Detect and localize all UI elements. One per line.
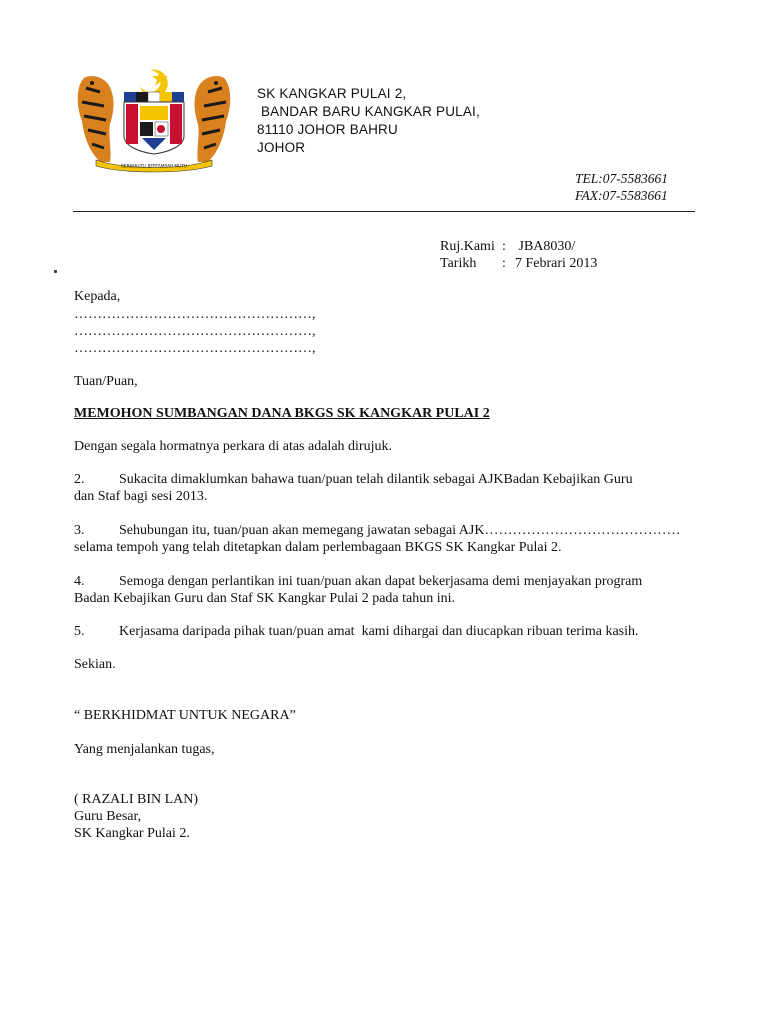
letterhead-divider <box>73 211 695 212</box>
date-label: Tarikh <box>440 256 477 271</box>
paragraph-line: Sukacita dimaklumkan bahawa tuan/puan telah dilantik sebagai AJKBadan Kebajikan Guru <box>119 472 633 487</box>
recipient-blank-line: ……………………………………………, <box>74 324 316 339</box>
paragraph-line: Kerjasama daripada pihak tuan/puan amat kami dihargai dan diucapkan ribuan terima kasih. <box>119 624 639 639</box>
ref-label: Ruj.Kami <box>440 239 495 254</box>
letter-subject: MEMOHON SUMBANGAN DANA BKGS SK KANGKAR PULAI 2 <box>74 406 490 421</box>
contact-info <box>575 170 668 204</box>
malaysia-coat-of-arms-icon <box>74 66 234 174</box>
recipient-blank-line: ……………………………………………, <box>74 307 316 322</box>
paragraph-3 <box>74 522 714 556</box>
national-motto: “ BERKHIDMAT UNTUK NEGARA” <box>74 708 296 723</box>
recipient-blank-line: ……………………………………………, <box>74 341 316 356</box>
paragraph-number: 4. <box>74 574 85 589</box>
closing: Sekian. <box>74 657 116 672</box>
paragraph-line: Sehubungan itu, tuan/puan akan memegang jawatan sebagai AJK…………………………………… <box>119 523 681 538</box>
signoff-line: Yang menjalankan tugas, <box>74 742 215 757</box>
paragraph-line: Semoga dengan perlantikan ini tuan/puan akan dapat bekerjasama demi menjayakan program <box>119 574 643 589</box>
crest-motto: BERSEKUTU BERTAMBAH MUTU <box>121 163 187 169</box>
paragraph-2 <box>74 471 714 505</box>
ref-colon: : <box>502 239 506 254</box>
paragraph-line: selama tempoh yang telah ditetapkan dalam perlembagaan BKGS SK Kangkar Pulai 2. <box>74 540 562 555</box>
shield-icon <box>124 92 184 154</box>
signatory-title: Guru Besar, <box>74 809 142 824</box>
fax-number: FAX:07-5583661 <box>575 188 668 203</box>
right-tiger-icon <box>195 76 231 162</box>
date-colon: : <box>502 256 506 271</box>
left-tiger-icon <box>78 76 114 162</box>
paragraph-number: 2. <box>74 472 85 487</box>
recipient-to: Kepada, <box>74 289 121 304</box>
paragraph-line: Badan Kebajikan Guru dan Staf SK Kangkar Pulai 2 pada tahun ini. <box>74 591 456 606</box>
signatory-school: SK Kangkar Pulai 2. <box>74 826 190 841</box>
signatory-name: ( RAZALI BIN LAN) <box>74 792 199 807</box>
paragraph-number: 3. <box>74 523 85 538</box>
intro-sentence: Dengan segala hormatnya perkara di atas adalah dirujuk. <box>74 439 392 454</box>
greeting: Tuan/Puan, <box>74 374 138 389</box>
stray-mark <box>54 270 57 273</box>
paragraph-number: 5. <box>74 624 85 639</box>
ref-value: JBA8030/ <box>515 239 576 254</box>
address-line-3: 81110 JOHOR BAHRU <box>257 122 398 137</box>
paragraph-5 <box>74 623 714 640</box>
paragraph-line: dan Staf bagi sesi 2013. <box>74 489 208 504</box>
reference-block <box>440 238 597 272</box>
address-line-1: SK KANGKAR PULAI 2, <box>257 86 407 101</box>
tel-number: TEL:07-5583661 <box>575 171 669 186</box>
school-address <box>257 85 480 157</box>
paragraph-4 <box>74 573 714 607</box>
address-line-2: BANDAR BARU KANGKAR PULAI, <box>257 104 480 119</box>
date-value: 7 Febrari 2013 <box>515 256 598 271</box>
address-line-4: JOHOR <box>257 140 306 155</box>
